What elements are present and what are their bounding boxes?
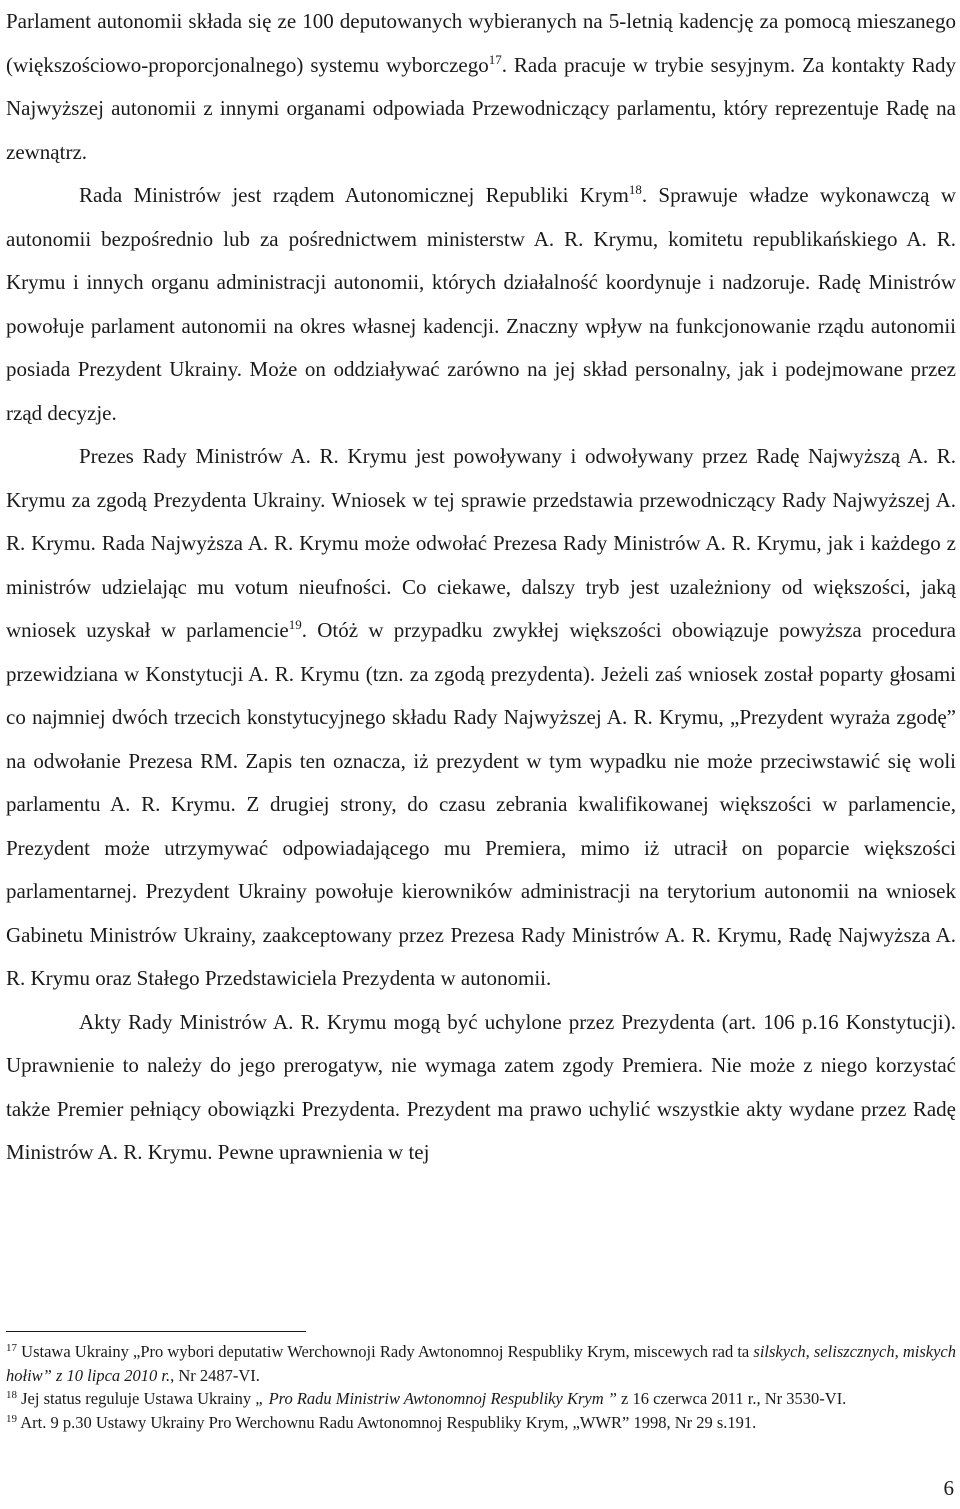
footnote-number: 18 <box>6 1389 17 1401</box>
footnotes <box>6 1340 956 1434</box>
text-run: Art. 9 p.30 Ustawy Ukrainy Pro Werchownu Radu Awtonomnoj Respubliky Krym, „WWR” 1998, Nr 29 s.191. <box>17 1412 757 1432</box>
body-text <box>6 0 956 1175</box>
text-run: . Sprawuje władze wykonawczą w autonomii bezpośrednio lub za pośrednictwem ministerstw A. R. Krymu, komitetu republikańskiego A. R. Krymu i innych organu administracji autonomii, których działalność koordynuje i nadzoruje. Radę Ministrów powołuje parlament autonomii na okres własnej kadencji. Znaczny wpływ na funkcjonowanie rządu autonomii posiada Prezydent Ukrainy. Może on oddziaływać zarówno na jej skład personalny, jak i podejmowane przez rząd decyzje. <box>6 183 956 425</box>
text-run: . Rada pracuje w trybie sesyjnym. Za kontakty Rady Najwyższej autonomii z innymi organami odpowiada Przewodniczący parlamentu, który reprezentuje Radę na zewnątrz. <box>6 52 956 164</box>
paragraph <box>6 0 956 174</box>
italic-text: „ Pro Radu Ministriw Awtonomnoj Respubliky Krym ” <box>255 1389 617 1408</box>
text-run: , Nr 2487-VI. <box>170 1365 260 1385</box>
text-run: Parlament autonomii składa się ze 100 deputowanych wybieranych na 5-letnią kadencję za pomocą mieszanego (większościowo-proporcjonalnego) systemu wyborczego <box>6 9 956 77</box>
footnote-number: 17 <box>6 1342 17 1354</box>
footnote <box>6 1411 956 1435</box>
footnote <box>6 1340 956 1387</box>
text-run: Akty Rady Ministrów A. R. Krymu mogą być uchylone przez Prezydenta (art. 106 p.16 Konstytucji). Uprawnienie to należy do jego prerogatyw, nie wymaga zatem zgody Premiera. Nie może z niego korzystać także Premier pełniący obowiązki Prezydenta. Prezydent ma prawo uchylić wszystkie akty wydane przez Radę Ministrów A. R. Krymu. Pewne uprawnienia w tej <box>6 1009 956 1164</box>
footnote-ref: 19 <box>288 617 302 632</box>
footnote <box>6 1387 956 1411</box>
text-run: z 16 czerwca 2011 r., Nr 3530-VI. <box>616 1389 847 1408</box>
paragraph <box>6 174 956 435</box>
page-number: 6 <box>943 1476 954 1500</box>
footnote-separator <box>6 1331 306 1332</box>
italic-text: silskych, seliszcznych, miskych hołiw” z 10 lipca 2010 r. <box>6 1342 956 1385</box>
text-run: Jej status reguluje Ustawa Ukrainy <box>17 1389 256 1408</box>
footnote-ref: 18 <box>628 182 642 197</box>
text-run: Prezes Rady Ministrów A. R. Krymu jest powoływany i odwoływany przez Radę Najwyższą A. R. Krymu za zgodą Prezydenta Ukrainy. Wniosek w tej sprawie przedstawia przewodniczący Rady Najwyższej A. R. Krymu. Rada Najwyższa A. R. Krymu może odwołać Prezesa Rady Ministrów A. R. Krymu, jak i każdego z ministrów udzielając mu votum nieufności. Co ciekawe, dalszy tryb jest uzależniony od większości, jaką wniosek uzyskał w parlamencie <box>6 444 956 642</box>
footnote-ref: 17 <box>488 51 502 67</box>
footnote-number: 19 <box>6 1412 17 1425</box>
paragraph <box>6 1001 956 1175</box>
paragraph <box>6 435 956 1001</box>
text-run: Ustawa Ukrainy „Pro wybori deputatiw Werchownoji Rady Awtonomnoj Respubliky Krym, miscewych rad ta <box>17 1342 754 1361</box>
text-run: . Otóż w przypadku zwykłej większości obowiązuje powyższa procedura przewidziana w Konstytucji A. R. Krymu (tzn. za zgodą prezydenta). Jeżeli zaś wniosek został poparty głosami co najmniej dwóch trzecich konstytucyjnego składu Rady Najwyższej A. R. Krymu, „Prezydent wyraża zgodę” na odwołanie Prezesa RM. Zapis ten oznacza, iż prezydent w tym wypadku nie może przeciwstawić się woli parlamentu A. R. Krymu. Z drugiej strony, do czasu zebrania kwalifikowanej większości w parlamencie, Prezydent może utrzymywać odpowiadającego mu Premiera, mimo iż utracił on poparcie większości parlamentarnej. Prezydent Ukrainy powołuje kierowników administracji na terytorium autonomii na wniosek Gabinetu Ministrów Ukrainy, zaakceptowany przez Prezesa Rady Ministrów A. R. Krymu, Radę Najwyższa A. R. Krymu oraz Stałego Przedstawiciela Prezydenta w autonomii. <box>6 618 956 990</box>
text-run: Rada Ministrów jest rządem Autonomicznej Republiki Krym <box>79 183 629 207</box>
